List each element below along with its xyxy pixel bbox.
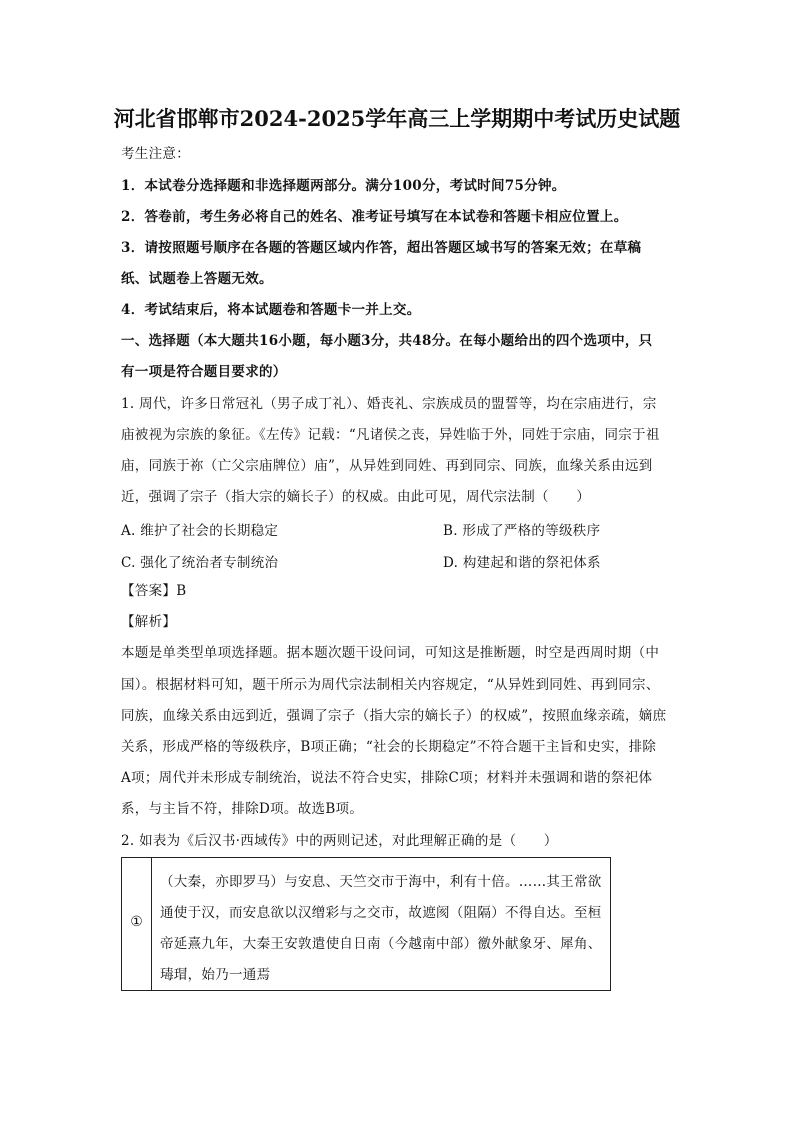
section-heading: 一、选择题（本大题共16小题，每小题3分，共48分。在每小题给出的四个选项中，只 [121,333,653,349]
table-cell-text: 通使于汉，而安息欲以汉缯彩与之交市，故遮阂（阻隔）不得自达。至桓 [160,905,602,921]
analysis-text: 本题是单类型单项选择题。据本题次题干设问词，可知这是推断题，时空是西周时期（中 [121,645,660,661]
analysis-text: 国）。根据材料可知，题干所示为周代宗法制相关内容规定，“从异姓到同姓、再到同宗、 [121,677,660,693]
table-cell-text: 帝延熹九年，大秦王安敦遣使自日南（今越南中部）徼外献象牙、犀角、 [160,936,602,952]
question-stem: 近，强调了宗子（指大宗的嫡长子）的权威。由此可见，周代宗法制（ ） [121,489,591,505]
option-b: B. 形成了严格的等级秩序 [443,523,601,539]
answer-label: 【答案】B [121,583,187,599]
question-stem: 2. 如表为《后汉书·西域传》中的两则记述，对此理解正确的是（ ） [121,833,558,849]
analysis-text: A项；周代并未形成专制统治，说法不符合史实，排除C项；材料并未强调和谐的祭祀体 [121,770,653,786]
question-stem: 庙被视为宗族的象征。《左传》记载：“凡诸侯之丧，异姓临于外，同姓于宗庙，同宗于祖 [121,427,660,443]
table-cell-text: （大秦，亦即罗马）与安息、天竺交市于海中，利有十倍。……其王常欲 [160,874,602,890]
analysis-text: 系，与主旨不符，排除D项。故选B项。 [121,801,364,817]
question-stem: 1. 周代，许多日常冠礼（男子成丁礼）、婚丧礼、宗族成员的盟誓等，均在宗庙进行，宗 [121,396,657,412]
notice-item: 2．答卷前，考生务必将自己的姓名、准考证号填写在本试卷和答题卡相应位置上。 [121,209,628,225]
analysis-text: 关系，形成严格的等级秩序，B项正确；“社会的长期稳定”不符合题干主旨和史实，排除 [121,739,657,755]
notice-item: 3．请按照题号顺序在各题的答题区域内作答，超出答题区域书写的答案无效；在草稿 [121,240,642,256]
notice-heading: 考生注意： [121,146,190,162]
option-a: A. 维护了社会的长期稳定 [121,523,279,539]
source-table [121,857,611,991]
page-title: 河北省邯郸市2024-2025学年高三上学期期中考试历史试题 [113,106,681,131]
option-c: C. 强化了统治者专制统治 [121,555,279,571]
section-heading: 有一项是符合题目要求的） [121,364,287,380]
analysis-text: 同族，血缘关系由远到近，强调了宗子（指大宗的嫡长子）的权威”，按照血缘亲疏，嫡庶 [121,708,667,724]
notice-item: 1．本试卷分选择题和非选择题两部分。满分100分，考试时间75分钟。 [121,178,566,194]
notice-item: 4．考试结束后，将本试题卷和答题卡一并上交。 [121,302,421,318]
question-stem: 庙，同族于祢（亡父宗庙牌位）庙”，从异姓到同姓、再到同宗、同族，血缘关系由远到 [121,458,653,474]
table-divider [151,858,152,990]
analysis-heading: 【解析】 [121,614,177,630]
option-d: D. 构建起和谐的祭祀体系 [443,555,601,571]
notice-item: 纸、试题卷上答题无效。 [121,271,273,287]
row-number: ① [130,914,143,930]
table-cell-text: 瑇瑁，始乃一通焉 [160,967,271,983]
